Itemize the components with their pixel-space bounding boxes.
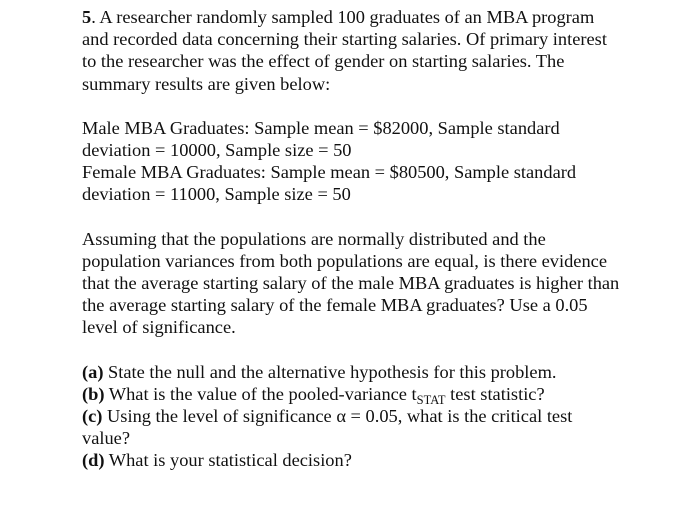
question-c-line-1: Using the level of significance α = 0.05, what is the critical test xyxy=(102,406,573,427)
question-d-label: (d) xyxy=(82,450,105,471)
assumption-line-3: that the average starting salary of the male MBA graduates is higher than xyxy=(82,273,620,294)
question-c-line-2: value? xyxy=(82,428,130,449)
question-b-text-after: test statistic? xyxy=(445,383,545,404)
assumption-line-2: population variances from both populations are equal, is there evidence xyxy=(82,250,607,271)
question-a-label: (a) xyxy=(82,361,104,382)
intro-text-1: A researcher randomly sampled 100 graduates of an MBA program xyxy=(95,7,595,27)
data-line-3: Female MBA Graduates: Sample mean = $80500, Sample standard xyxy=(82,162,577,183)
question-b-text-before: What is the value of the pooled-variance t xyxy=(104,383,417,404)
problem-document xyxy=(82,6,682,472)
question-c xyxy=(82,405,682,427)
data-line-1: Male MBA Graduates: Sample mean = $82000, Sample standard xyxy=(82,117,560,138)
question-b xyxy=(82,383,682,405)
question-d xyxy=(82,449,682,471)
question-c-label: (c) xyxy=(82,406,103,427)
problem-number: 5 xyxy=(82,7,92,27)
data-line-2: deviation = 10000, Sample size = 50 xyxy=(82,140,352,161)
assumption-line-5: level of significance. xyxy=(82,317,236,338)
questions-list xyxy=(82,361,682,472)
question-a xyxy=(82,361,682,383)
question-d-text: What is your statistical decision? xyxy=(104,450,352,471)
question-a-text: State the null and the alternative hypothesis for this problem. xyxy=(103,361,557,382)
data-paragraph xyxy=(82,117,682,206)
tstat-subscript: STAT xyxy=(416,392,446,407)
data-line-4: deviation = 11000, Sample size = 50 xyxy=(82,184,351,205)
intro-line-2: and recorded data concerning their starting salaries. Of primary interest xyxy=(82,29,607,50)
assumption-line-4: the average starting salary of the female MBA graduates? Use a 0.05 xyxy=(82,295,588,316)
intro-line-1 xyxy=(82,6,682,28)
question-b-label: (b) xyxy=(82,383,105,404)
assumption-paragraph xyxy=(82,228,682,339)
intro-line-3: to the researcher was the effect of gender on starting salaries. The xyxy=(82,51,565,72)
intro-paragraph xyxy=(82,6,682,95)
assumption-line-1: Assuming that the populations are normally distributed and the xyxy=(82,228,546,249)
problem-number-suffix: . xyxy=(91,7,96,27)
intro-line-4: summary results are given below: xyxy=(82,73,331,94)
